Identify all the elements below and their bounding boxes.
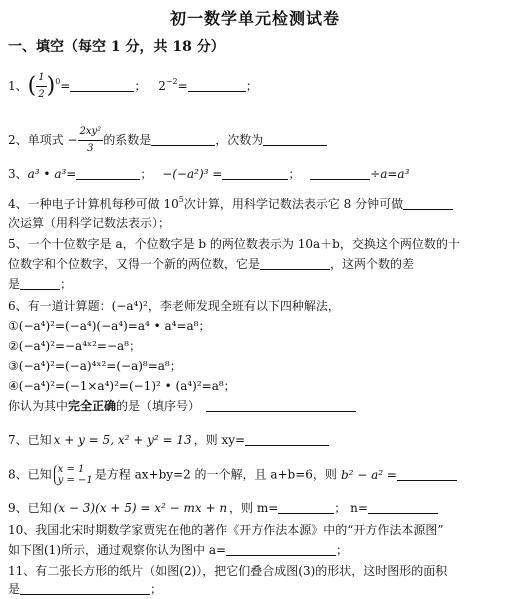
page-title: 初一数学单元检测试卷 (169, 9, 340, 28)
solution-1: ①(−a⁴)²=(−a⁴)(−a⁴)=a⁴ • a⁴=a⁸； (8, 319, 211, 333)
solution-4: ④(−a⁴)²=(−1×a⁴)²=(−1)² • (a⁴)²=a⁸； (8, 379, 236, 393)
question-9: 9、已知 (x − 3)(x + 5) = x² − mx + n ，则 m= ； n= (8, 500, 438, 516)
question-6-answer: 你认为其中完全正确的是（填序号） (8, 398, 356, 414)
question-2: 2、单项式 − $\frac{\text{2xy²}}{3}$ 的系数是 ，次数为 (8, 124, 327, 157)
question-10: 10、我国北宋时期数学家贾宪在他的著作《开方作法本源》中的“开方作法本源图” (8, 523, 444, 537)
question-4-line-2: 次运算（用科学记数法表示）； (8, 216, 171, 230)
equation-system: x = 1 y = −1 (54, 464, 93, 486)
answer-blank[interactable] (222, 167, 288, 180)
answer-blank[interactable] (226, 543, 336, 556)
answer-blank[interactable] (397, 468, 457, 481)
question-7: 7、已知 x + y = 5, x² + y² = 13 ，则 xy= (8, 432, 329, 448)
fraction: $\frac{\text{2xy²}}{3}$ (79, 126, 102, 154)
answer-blank[interactable] (76, 167, 140, 180)
question-4: 4、一种电子计算机每秒可做 $10^5$次计算，用科学记数法表示它 8 分钟可做 (8, 196, 453, 212)
answer-blank[interactable] (20, 277, 60, 290)
section-heading: 一、填空（每空 1 分，共 18 分） (8, 39, 225, 55)
answer-blank[interactable] (310, 167, 370, 180)
answer-blank[interactable] (278, 501, 334, 514)
question-10-line-2: 如下图(1)所示，通过观察你认为图中 a= ； (8, 543, 349, 557)
question-8: 8、已知 x = 1 y = −1 是方程 ax+by=2 的一个解，且 a+b=6，则 b² − a² = (8, 464, 457, 486)
answer-blank[interactable] (403, 197, 453, 210)
question-1: 1、( $\frac{1}{2}$ )$^0$= ； $2^{-2}=$ ； (8, 70, 258, 103)
answer-blank[interactable] (263, 133, 327, 146)
solution-3: ③(−a⁴)²=(−a)⁴ˣ²=(−a)⁸=a⁸； (8, 359, 182, 373)
answer-blank[interactable] (188, 79, 246, 92)
question-6: 6、有一道计算题：(−a⁴)²，李老师发现全班有以下四种解法， (8, 299, 340, 313)
question-11-line-2: 是 ； (8, 582, 163, 596)
answer-blank[interactable] (260, 257, 330, 270)
question-5-line-3: 是 ； (8, 277, 73, 291)
answer-blank[interactable] (368, 501, 438, 514)
answer-blank[interactable] (206, 399, 356, 412)
question-3: 3、a³ • a³= ； −(−a²)³ = ； ÷a=a³ (8, 167, 410, 181)
answer-blank[interactable] (20, 582, 150, 595)
answer-blank[interactable] (151, 133, 215, 146)
question-11: 11、有二张长方形的纸片（如图(2)），把它们叠合成图(3)的形状，这时图形的面积 (8, 564, 448, 578)
answer-blank[interactable] (245, 433, 329, 446)
question-5: 5、一个十位数字是 a，个位数字是 b 的两位数表示为 10a＋b，交换这个两位数的十 (8, 237, 460, 251)
question-5-line-2: 位数字和个位数字，又得一个新的两位数，它是 ，这两个数的差 (8, 257, 415, 271)
solution-2: ②(−a⁴)²=−a⁴ˣ²=−a⁸； (8, 339, 141, 353)
answer-blank[interactable] (70, 79, 134, 92)
fraction: $\frac{1}{2}$ (38, 72, 45, 100)
